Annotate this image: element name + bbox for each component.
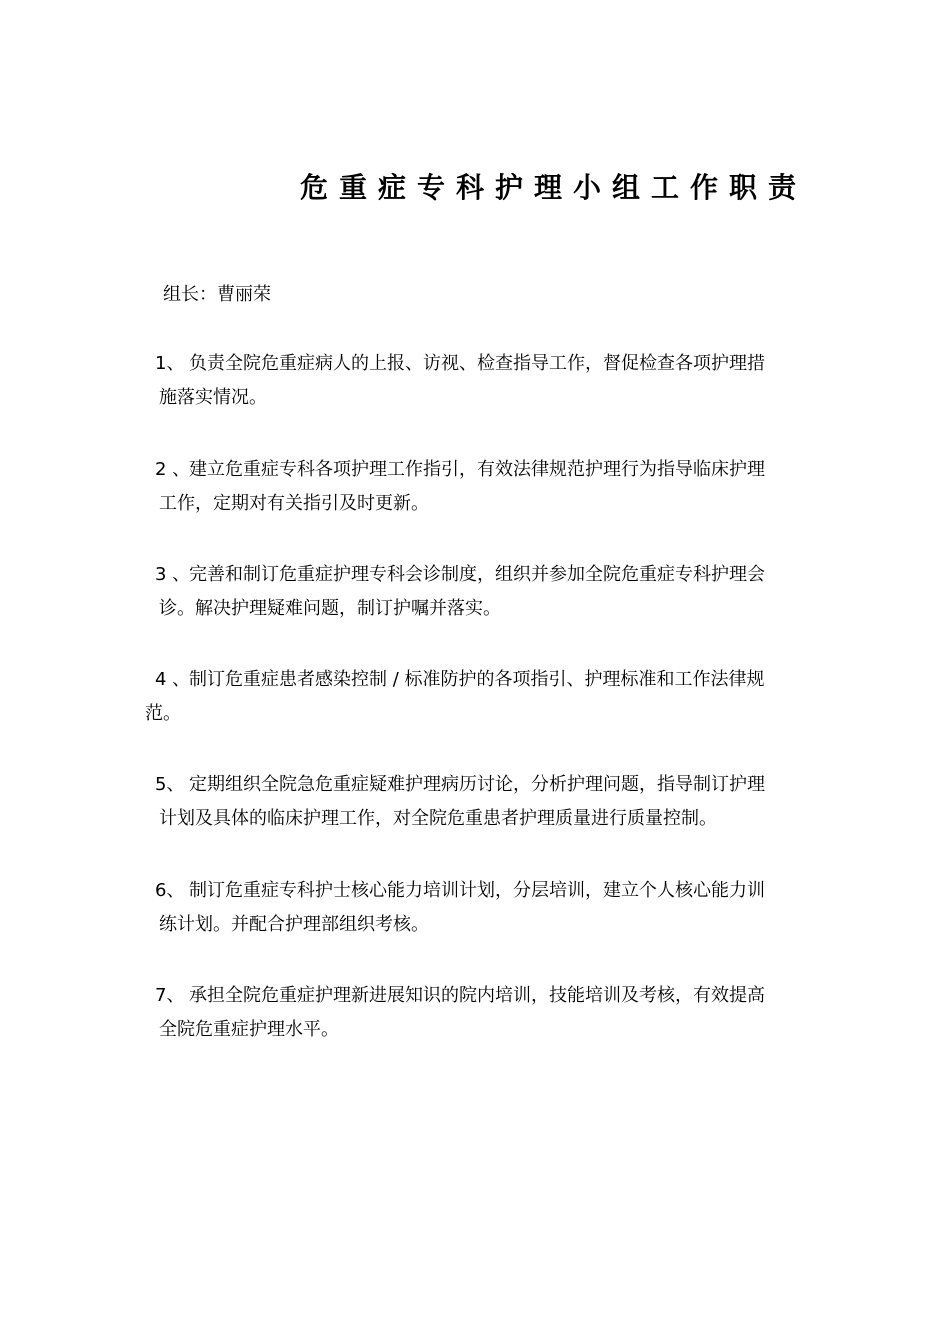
duty-number: 3 、	[155, 564, 191, 585]
duty-line-1	[145, 979, 810, 1013]
duty-text: 定期组织全院急危重症疑难护理病历讨论，分析护理问题，指导制订护理	[189, 774, 765, 795]
duty-text: 制订危重症患者感染控制 / 标准防护的各项指引、护理标准和工作法律规	[189, 669, 765, 690]
duty-line-1	[145, 347, 810, 381]
duty-line-2: 计划及具体的临床护理工作，对全院危重患者护理质量进行质量控制。	[159, 808, 717, 829]
duty-item-6	[145, 874, 810, 942]
duty-line-1	[145, 453, 810, 487]
duty-item-4	[145, 663, 810, 731]
duty-line-2: 练计划。并配合护理部组织考核。	[159, 914, 429, 935]
duty-number: 7、	[155, 985, 185, 1006]
duty-line-2: 全院危重症护理水平。	[159, 1019, 339, 1040]
duty-line-2: 工作，定期对有关指引及时更新。	[159, 493, 429, 514]
duty-number: 4 、	[155, 669, 191, 690]
group-leader: 组长：曹丽荣	[163, 284, 271, 305]
duty-text: 建立危重症专科各项护理工作指引，有效法律规范护理行为指导临床护理	[189, 459, 765, 480]
duty-line-2: 范。	[145, 703, 181, 724]
duty-number: 2 、	[155, 459, 191, 480]
duty-item-7	[145, 979, 810, 1047]
duty-item-5	[145, 768, 810, 836]
duty-line-1	[145, 768, 810, 802]
duty-line-1	[145, 874, 810, 908]
duty-number: 1、	[155, 353, 185, 374]
duty-item-3	[145, 558, 810, 626]
duty-line-2: 诊。解决护理疑难问题，制订护嘱并落实。	[159, 598, 501, 619]
duty-text: 承担全院危重症护理新进展知识的院内培训，技能培训及考核，有效提高	[189, 985, 765, 1006]
duty-line-2: 施落实情况。	[159, 387, 267, 408]
duty-text: 负责全院危重症病人的上报、访视、检查指导工作，督促检查各项护理措	[189, 353, 765, 374]
page-title: 危重症专科护理小组工作职责	[300, 171, 808, 204]
duty-item-2	[145, 453, 810, 521]
duty-number: 5、	[155, 774, 185, 795]
duty-text: 完善和制订危重症护理专科会诊制度，组织并参加全院危重症专科护理会	[189, 564, 765, 585]
duty-line-1	[145, 663, 810, 697]
duty-number: 6、	[155, 880, 185, 901]
duty-text: 制订危重症专科护士核心能力培训计划，分层培训，建立个人核心能力训	[189, 880, 765, 901]
duty-line-1	[145, 558, 810, 592]
duty-item-1	[145, 347, 810, 415]
